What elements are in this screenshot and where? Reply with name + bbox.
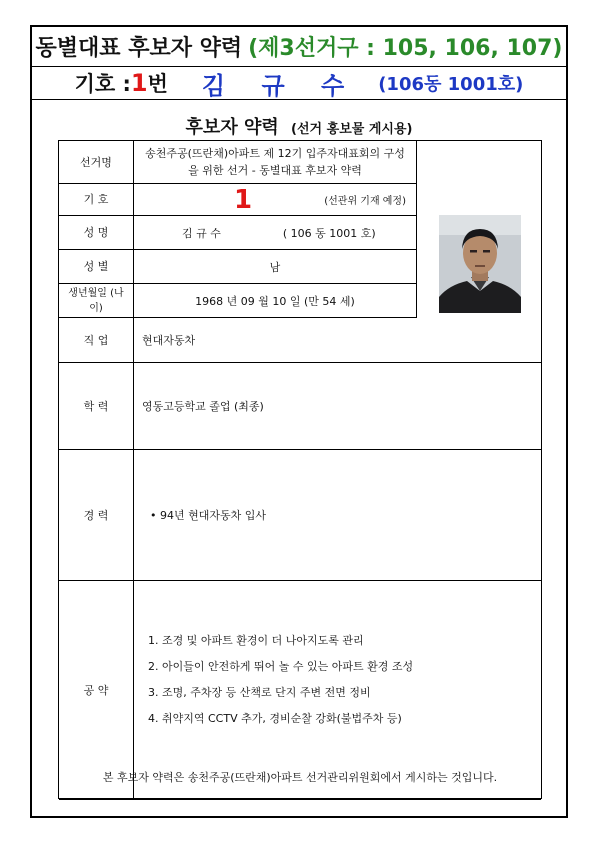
header-district: (제3선거구 : 105, 106, 107) [248,36,563,61]
number-label: 기호 : [74,72,131,96]
row-number [59,184,417,216]
candidate-unit: (106동 1001호) [378,74,524,95]
job-label: 직 업 [59,318,134,362]
pledge-item: 4. 취약지역 CCTV 추가, 경비순찰 강화(불법주차 등) [148,712,402,725]
row-career [59,450,541,581]
education-value: 영동고등학교 졸업 (최종) [142,400,264,413]
career-label: 경 력 [59,450,134,580]
row-name [59,216,417,250]
candidate-name: 김 규 수 [201,71,359,100]
number-row-label: 기 호 [59,184,134,215]
candidate-number: 1 [130,69,148,97]
number-row-value: 1 [234,184,253,215]
number-suffix: 번 [147,72,168,96]
pledge-item: 3. 조명, 주차장 등 산책로 단지 주변 전면 정비 [148,686,371,699]
candidate-photo [439,215,521,313]
name-row-value: 김 규 수 [182,226,221,240]
row-election [59,141,417,184]
birth-label: 생년월일 (나이) [59,284,134,317]
profile-title [32,113,566,139]
candidate-number-bar [32,67,566,100]
notice-text: 본 후보자 약력은 송천주공(뜨란채)아파트 선거관리위원회에서 게시하는 것입니다. [102,770,498,784]
header-title: 동별대표 후보자 약력 [35,36,243,61]
header-title-bar [32,27,566,67]
education-label: 학 력 [59,363,134,449]
candidate-photo-area [417,141,541,309]
birth-value: 1968 년 09 월 10 일 (만 54 세) [134,284,417,317]
name-row-unit: ( 106 동 1001 호) [282,226,376,240]
poster-frame [30,25,568,818]
profile-table [58,140,542,799]
profile-title-text: 후보자 약력 [185,117,279,138]
row-birth [59,284,417,318]
number-row-note: (선관위 기재 예정) [324,196,406,207]
profile-subtitle: (선거 홍보물 게시용) [291,122,413,137]
pledge-item: 1. 조경 및 아파트 환경이 더 나아지도록 관리 [148,634,364,647]
pledge-list [148,628,413,732]
row-gender [59,250,417,284]
job-value: 현대자동차 [142,334,196,347]
pledge-label: 공 약 [59,581,134,799]
pledge-item: 2. 아이들이 안전하게 뛰어 놀 수 있는 아파트 환경 조성 [148,660,414,673]
career-value: • 94년 현대자동차 입사 [150,509,266,522]
gender-label: 성 별 [59,250,134,283]
election-label: 선거명 [59,141,134,183]
row-job [59,318,541,363]
row-education [59,363,541,450]
gender-value: 남 [134,250,417,283]
name-row-label: 성 명 [59,216,134,249]
election-value: 송천주공(뜨란채)아파트 제 12기 입주자대표회의 구성을 위한 선거 - 동별대표 후보자 약력 [134,141,417,183]
